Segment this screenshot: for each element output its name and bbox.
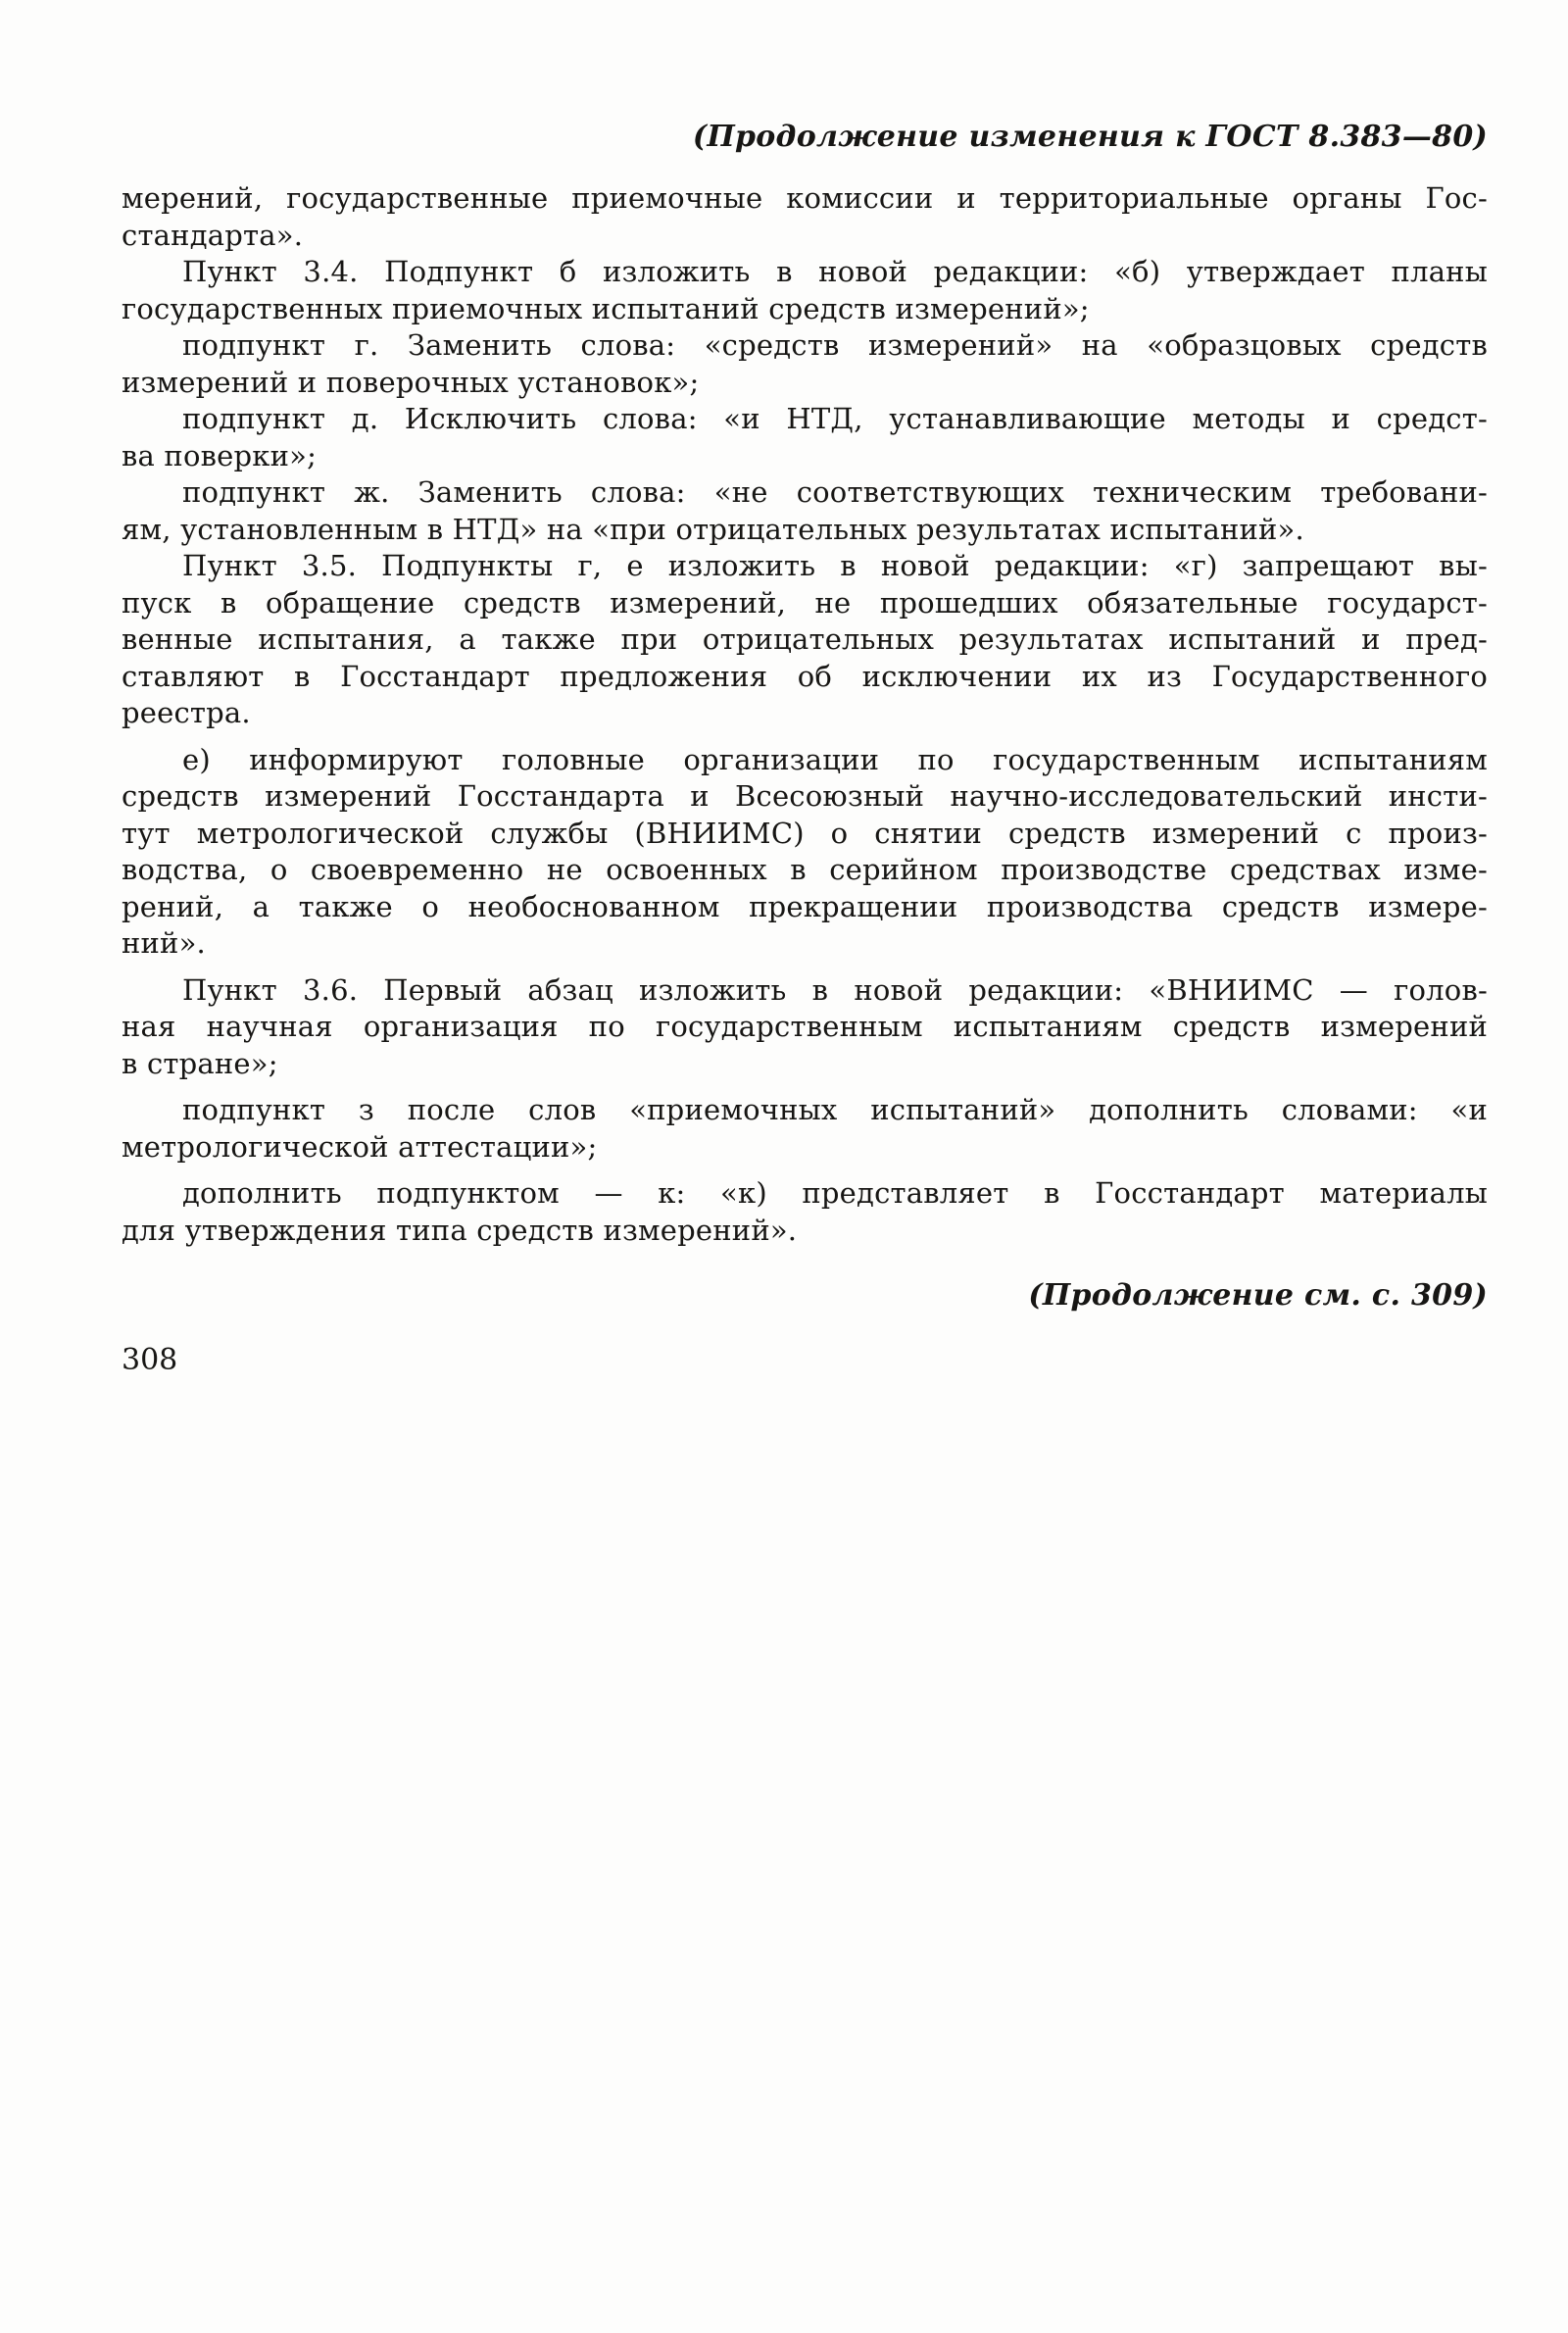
text-line: для утверждения типа средств измерений». <box>122 1213 798 1247</box>
text-line: е) информируют головные организации по государственным испытаниям <box>182 742 1488 776</box>
paragraph <box>122 1175 1488 1249</box>
text-line: государственных приемочных испытаний средств измерений»; <box>122 291 1090 325</box>
text-line: в стране»; <box>122 1046 278 1080</box>
continuation-header-note: (Продолжение изменения к ГОСТ 8.383—80) <box>692 120 1488 154</box>
paragraph <box>122 548 1488 732</box>
text-line: венные испытания, а также при отрицательных результатах испытаний и пред- <box>122 622 1488 656</box>
text-line: ям, установленным в НТД» на «при отрицательных результатах испытаний». <box>122 512 1304 546</box>
text-line: реестра. <box>122 696 251 729</box>
text-line: рений, а также о необоснованном прекращении производства средств измере- <box>122 889 1488 923</box>
paragraph <box>122 742 1488 963</box>
text-line: подпункт г. Заменить слова: «средств измерений» на «образцовых средств <box>182 328 1488 362</box>
text-line: Пункт 3.5. Подпункты г, е изложить в новой редакции: «г) запрещают вы- <box>182 549 1488 582</box>
text-line: измерений и поверочных установок»; <box>122 365 700 399</box>
text-line: метрологической аттестации»; <box>122 1129 598 1164</box>
text-line: Пункт 3.6. Первый абзац изложить в новой редакции: «ВНИИМС — голов- <box>182 972 1488 1007</box>
text-line: ний». <box>122 926 206 960</box>
text-block <box>122 120 1488 1378</box>
text-line: мерений, государственные приемочные комиссии и территориальные органы Гос- <box>122 181 1488 215</box>
document-body <box>122 180 1488 1249</box>
text-line: водства, о своевременно не освоенных в серийном производстве средствах изме- <box>122 853 1488 886</box>
paragraph <box>122 972 1488 1083</box>
text-line: ставляют в Госстандарт предложения об исключении их из Государственного <box>122 659 1488 693</box>
text-line: тут метрологической службы (ВНИИМС) о снятии средств измерений с произ- <box>122 816 1488 850</box>
paragraph <box>122 474 1488 548</box>
paragraph <box>122 401 1488 474</box>
paragraph <box>122 327 1488 401</box>
paragraph <box>122 254 1488 327</box>
text-line: ная научная организация по государственным испытаниям средств измерений <box>122 1010 1488 1043</box>
page-number: 308 <box>122 1343 178 1377</box>
text-line: пуск в обращение средств измерений, не прошедших обязательные государст- <box>122 585 1488 620</box>
paragraph <box>122 180 1488 254</box>
text-line: стандарта». <box>122 218 304 252</box>
paragraph <box>122 1092 1488 1166</box>
text-line: средств измерений Госстандарта и Всесоюзный научно-исследовательский инсти- <box>122 779 1488 813</box>
text-line: подпункт д. Исключить слова: «и НТД, устанавливающие методы и средст- <box>182 402 1488 435</box>
text-line: Пункт 3.4. Подпункт б изложить в новой редакции: «б) утверждает планы <box>182 255 1488 288</box>
continuation-footer-note: (Продолжение см. с. 309) <box>1028 1278 1488 1313</box>
text-line: ва поверки»; <box>122 438 318 472</box>
text-line: подпункт з после слов «приемочных испытаний» дополнить словами: «и <box>182 1093 1488 1126</box>
text-line: подпункт ж. Заменить слова: «не соответствующих техническим требовани- <box>182 475 1488 509</box>
text-line: дополнить подпунктом — к: «к) представляет в Госстандарт материалы <box>182 1176 1488 1210</box>
